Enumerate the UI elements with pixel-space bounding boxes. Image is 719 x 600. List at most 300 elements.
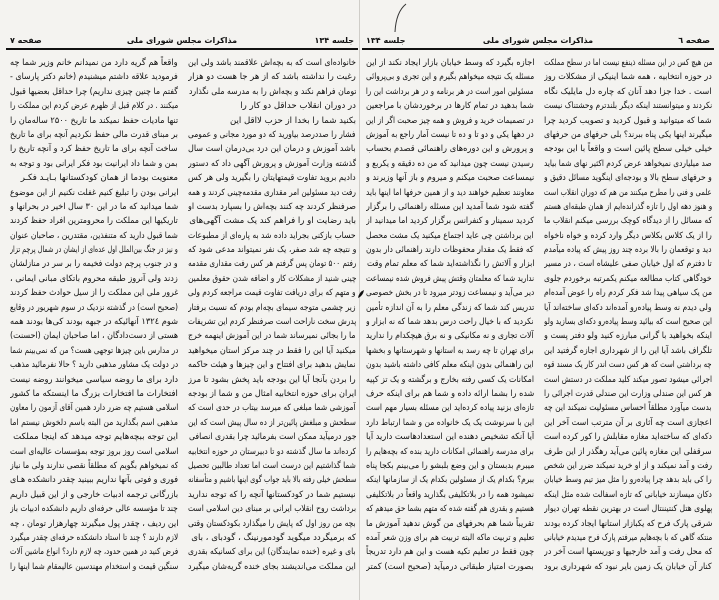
text-line — [366, 229, 534, 243]
text-line — [544, 243, 712, 257]
text-line — [188, 114, 356, 128]
text-line — [188, 243, 356, 257]
text-line — [544, 531, 712, 545]
text-line-content: و پرورش و این دوره‌های راهنمائی قصدم بحساب — [366, 144, 534, 155]
text-line-content: سرقفلی این مغازه پائین می‌آید رهگذر از این طرف — [544, 446, 712, 457]
text-line — [10, 70, 178, 84]
text-line-content: صد میلیاردی نمیخواهد عرض کردم اکثیر نهای شما بیاید — [544, 158, 712, 169]
text-line-content: ایران برای حوزه انتخابیه امثال من و شما از بودجه — [188, 388, 356, 399]
text-line — [188, 128, 356, 142]
text-line — [366, 114, 534, 128]
text-line — [10, 517, 178, 531]
running-title: مذاکرات مجلس شورای ملی — [126, 36, 238, 45]
text-line — [544, 329, 712, 343]
text-line-content: دکه‌ای که ساخته‌اید مغازه مقابلش را کور کرده است — [544, 432, 712, 443]
text-line-content: میکنید آیا این را فقط در چند مرکز استان میخواهید — [188, 345, 356, 356]
text-line — [188, 531, 356, 545]
text-line — [10, 286, 178, 300]
text-line — [366, 401, 534, 415]
text-line-content: شما بدهید در تمام کارها در برخوردشان با مراجعین — [366, 101, 534, 112]
text-line-content: سنگین قیمت و استخدام مهندسین عالیمقام شما اینها را — [10, 561, 178, 572]
text-line — [188, 401, 356, 415]
text-line-content: را از یک کلاس بکلاس دیگر وارد کرده و خواه ناخواه — [544, 230, 712, 241]
text-line — [544, 157, 712, 171]
text-line — [544, 200, 712, 214]
text-line-content: که برمیگردد میگوید گودمورنینگ ، گودبای ، بای — [191, 532, 356, 543]
text-line-content: این با سرنوشت یک یک خانواده من و شما ارتباط دارد — [366, 417, 534, 428]
text-line-content: کرده‌اند ما سال گذشته دو تا دبیرستان در حوزه انتخابیه — [188, 446, 356, 457]
text-line-content: برداشت روح انقلاب ایرانی بر مبنای دین اسلامی است — [188, 504, 356, 515]
text-line — [366, 186, 534, 200]
text-line — [10, 560, 178, 574]
text-line-content: بازرگانی ترجمه ادبیات خارجی و از این قبیل داریم — [10, 489, 178, 500]
text-line — [544, 488, 712, 502]
text-line — [10, 85, 178, 99]
ink-blot-mark — [357, 289, 365, 299]
text-line-content: چند تا مؤسسه عالی حرفه‌ای داریم دانشکده ادبیات باز — [10, 504, 178, 515]
text-line — [188, 142, 356, 156]
text-line — [10, 344, 178, 358]
text-line-content: گفتم ما چنین چیزی نداریم) چرا حداقل بعضیها قبول — [10, 86, 178, 97]
text-line-content: گفته شود شما آمدید این مسئله راهنمائی را برگزار — [366, 201, 534, 212]
text-line-content: ساخت آنچه برای ما تاریخ حفظ کرد و آنچه تاریخ را — [10, 144, 178, 155]
text-line — [544, 416, 712, 430]
text-line-content: که مسائل را از دیدگاه کوچک بررسی میکنم انقلاب ما — [544, 216, 712, 227]
text-line-content: رغبت را نداشته باشد که از هر جا هست دو هزار — [188, 72, 356, 83]
text-line — [10, 214, 178, 228]
text-line-content: هستیم و بقدری هم گفته شده که متهم بشما حق میدهم که — [366, 504, 534, 515]
text-line-content: شما گذاشتیم این درست است اما تعداد طالبین تحصیل — [188, 460, 356, 471]
text-line-content: باید رضایت او را فراهم کند یک مشت آگهی‌های — [189, 216, 356, 227]
text-line-content: برای تهران تا چه رسد به استانها و شهرستانها و بخشها — [366, 345, 534, 356]
text-line-content: و حرفهای سطح بالا و بودجه‌ای اینگوید مسائل دقیق و — [544, 173, 712, 184]
text-line-content: فشار را صددرصد بیاورید که دو مورد مجانی و عمومی — [188, 129, 356, 140]
text-line — [366, 329, 534, 343]
text-line — [366, 128, 534, 142]
text-line — [544, 114, 712, 128]
page-header — [6, 36, 358, 50]
text-column-left — [10, 56, 178, 574]
text-line — [188, 56, 356, 70]
text-line-content: کنار آن خیابان یک زمین بایر نبود که شهرداری برود — [544, 561, 712, 572]
text-line — [544, 560, 712, 574]
text-line — [366, 200, 534, 214]
text-line-content: میکنند . در کلام قبل از ظهرم عرض کردم این مملکت را — [10, 101, 178, 112]
text-line — [544, 56, 712, 70]
text-line — [188, 358, 356, 372]
text-line — [10, 171, 178, 185]
text-line-content: حساب بازکنی بجراید داده شد به پاره‌ای از مطبوعات — [188, 230, 356, 241]
text-line-content: رفتم ۵۰۰ تومان پس گرفتم هر کس رفت مقداری مقدمه — [188, 259, 356, 270]
text-line — [10, 301, 178, 315]
text-line-content: بای و غیره (خنده نمایندگان) این برای کسانیکه بقدری — [188, 547, 356, 558]
text-line-content: افتخارات ما افتخارات بزرگ ما اینستکه ما کشور — [10, 388, 178, 399]
text-line — [10, 401, 178, 415]
text-line — [188, 85, 356, 99]
text-line-content: اجازه بگیرد که وسط خیابان بازار ایجاد نکند از این — [366, 58, 534, 68]
text-line-content: ولی دیدم نه وسط پیاده‌رو آمده‌اند دکه‌ای ساخته‌اند آیا — [544, 302, 712, 313]
text-line — [10, 128, 178, 142]
text-line-content: تلگراف باشد آیا این را از شهرداری اجازه گرفتید این — [544, 345, 712, 356]
text-line-content: بمن و شما داد ایرانیت بود فکر ایرانی بود و توجه به — [10, 158, 178, 169]
text-line-content: باشد آموزش و درمان این درد بی‌درمان است سال — [188, 144, 356, 155]
text-line — [544, 373, 712, 387]
text-line-content: نکردید که با خیال راحت درس بدهد شما که نه ابزار و — [366, 317, 534, 328]
text-line-content: شما که میتوانید و قبول کردید و تصویب کردید چرا — [544, 115, 712, 126]
text-line — [544, 301, 712, 315]
text-line-content: این برداشتن چی عاید اجتماع میکنید یک مشت محصل — [366, 230, 534, 241]
text-line — [366, 560, 534, 574]
text-line — [10, 488, 178, 502]
text-line-content: که محل رفت و آمد خارجیها و توریستها است آخر در — [544, 547, 712, 558]
text-line-content: تا دفترم که اول خیابان صفی علیشاه است ، در مسیر — [544, 259, 712, 270]
text-line-content: مسئله یک نتیجه میخواهم بگیرم و این تجری و بی‌پروائی — [366, 72, 534, 83]
text-line — [188, 430, 356, 444]
text-line-content: این راهنمائی بدون اینکه معلم کافی داشته باشید بدون — [366, 360, 534, 371]
text-line — [544, 459, 712, 473]
text-line-content: در دوران انقلاب حداقل دو کار را — [240, 101, 356, 112]
text-line-content: سطحش و مبلغش پائین‌تر از ده سال پیش است که این — [188, 417, 356, 428]
text-line — [544, 128, 712, 142]
text-line — [366, 502, 534, 516]
text-line-content: تنها مادیات حفظ نمیکند ما تاریخ ۲۵۰۰ ساله‌مان را — [10, 115, 178, 126]
text-line — [544, 545, 712, 559]
text-line — [188, 171, 356, 185]
text-line-content: چه برداشتی است که هر کس دست اندر کار یک مسند قوه — [544, 360, 712, 371]
text-line-content: دید و توقعمان را بالا برده چند روز پیش که پیاده میآمدم — [544, 245, 712, 256]
text-line-content: هستی از دست‌دادگان ، اما صاحبان ایمان (احسنت) — [10, 331, 178, 342]
text-column-right — [188, 56, 356, 574]
text-line-content: زدند ولی آنروز طبقه محروم باتکای مبانی ایمانی ، — [10, 273, 178, 284]
text-line — [544, 502, 712, 516]
text-line — [366, 445, 534, 459]
text-line-content: بدست میآورد مطلقاً احساس مسئولیت نمیکند این چه — [544, 403, 712, 414]
text-line-content: ندارید شما که معلمتان وقتش پیش فروش شده نیمساعت — [366, 273, 534, 284]
text-line — [366, 257, 534, 271]
text-line-content: و متهم که برای دریافت تفاوت قیمت مراجعه کردم ولی — [188, 288, 356, 299]
text-line-content: مسئولین امور است در هر برنامه و در هر برداشت این را — [366, 86, 534, 97]
text-line — [188, 488, 356, 502]
text-line — [366, 315, 534, 329]
text-line — [10, 200, 178, 214]
text-line-content: این توجه ببچه‌هایم توجه میدهد که اینجا مملکت — [13, 432, 178, 443]
text-line — [544, 142, 712, 156]
text-line — [10, 229, 178, 243]
text-line — [188, 560, 356, 574]
text-line — [366, 56, 534, 70]
text-line — [366, 243, 534, 257]
text-line — [544, 85, 712, 99]
text-line-content: تومان فراهم نکند و بچه‌اش را به مدرسه ملی نگذارد — [188, 86, 356, 97]
text-line-content: تازه‌ای بزنید پیاده کرده‌اید این مسئله بسیار مهم است — [366, 403, 534, 414]
text-line — [188, 502, 356, 516]
page-header — [362, 36, 714, 50]
text-line-content: دکان میسازند خیابانی که تازه اسفالت شده مثل اینکه — [544, 489, 712, 500]
text-line — [10, 157, 178, 171]
text-line — [544, 473, 712, 487]
text-line-content: خودگاهی کتاب مطالعه میکنم یکمرتبه برخوردم جلوی — [544, 273, 712, 284]
text-line-content: ایرانی بودن را تبلیغ کنیم غفلت نکنیم از این موضوع — [10, 187, 178, 198]
text-line — [10, 445, 178, 459]
text-line — [10, 142, 178, 156]
text-line-content: میگیرند اینها یکی پناه ببرند؟ بلی حرفهای من حرفهای — [544, 129, 712, 140]
text-line — [366, 373, 534, 387]
text-column-left — [366, 56, 534, 574]
text-line — [10, 473, 178, 487]
text-line — [10, 358, 178, 372]
text-line — [188, 301, 356, 315]
text-line-content: ابزار و آلاتش را نگذاشته‌اید شما که معلم تمام وقت — [366, 259, 534, 270]
text-line — [366, 286, 534, 300]
text-line-content: پهلوی هتل کنتیننتال است در بهترین نقطه تهران دیوار — [544, 504, 712, 515]
text-line — [366, 430, 534, 444]
text-line — [188, 214, 356, 228]
text-line — [544, 214, 712, 228]
text-line-content: شما قبول دارید که متنفذین، مقتدرین ، صاحبان عنوان — [10, 230, 178, 241]
text-line — [366, 358, 534, 372]
text-line-content: منتکه گاهی که با بچه‌هایم میرفتم پارک فرح میدیدم خیابانی — [544, 532, 712, 543]
text-line — [10, 329, 178, 343]
text-line-content: که فقط یک مقدار محفوظات دارند راهنمائی دار بدون — [366, 245, 534, 256]
session-number: جلسه ۱۳۴ — [314, 36, 354, 45]
text-line — [366, 416, 534, 430]
text-line — [188, 473, 356, 487]
text-line — [188, 373, 356, 387]
text-line — [10, 243, 178, 257]
text-line-content: بچه من روز اول که پایش را میگذارد بکودکستان وقتی — [188, 518, 356, 529]
text-line-content: بکنید شما را بخدا از حزب لااقل این — [229, 115, 356, 126]
text-line — [188, 344, 356, 358]
text-line-content: ببرم؟ بکدام یک از مسئولین بکدام یک از سازمانها اینکه — [366, 475, 534, 486]
text-line — [544, 387, 712, 401]
text-line-content: رفت و آمد نمیکند و از او خرید نمیکند ضرر این شخص — [544, 460, 712, 471]
text-line — [188, 229, 356, 243]
text-line-content: تاریکیها این مملکت را محرومترین افراد حفظ کردند — [10, 216, 178, 227]
text-line — [366, 85, 534, 99]
text-line — [544, 358, 712, 372]
text-line-content: علمی و فنی را مطرح میکنند من هم که دوران انقلاب است — [544, 187, 712, 198]
text-line — [188, 99, 356, 113]
text-line — [188, 416, 356, 430]
text-line-content: پدرش سخت ناراحت است صرفنظر کردم این تشریفات — [188, 317, 356, 328]
text-line — [366, 171, 534, 185]
text-line-content: سطحش خیلی رفته بالا باید جواب گوی اینها باشیم و متأسفانه — [188, 475, 356, 486]
session-number: جلسه ۱۳۴ — [366, 36, 406, 45]
text-line — [10, 430, 178, 444]
right-page — [362, 0, 714, 600]
text-line — [10, 416, 178, 430]
text-line-content: خانواده‌ای است که به بچه‌اش علاقمند باشد ولی این — [188, 58, 356, 68]
text-line — [188, 517, 356, 531]
text-line — [10, 373, 178, 387]
text-line — [544, 401, 712, 415]
text-line-content: شوم ۱۳۲٤ آنهائیکه در جبهه بودند کی‌ها بودند همه — [10, 317, 178, 328]
text-line-content: نمایش بدهید برای افتتاح و این چیزها و هیئت حاکمه — [188, 360, 356, 371]
text-line — [188, 200, 356, 214]
text-line — [366, 214, 534, 228]
page-number: صفحه ۷ — [10, 36, 42, 45]
text-line-content: و هنوز دهه اول را تازه گذرانده‌ایم از همان طبقه‌ای هستم — [544, 201, 712, 212]
page-number: صفحه ٦ — [678, 36, 710, 45]
text-line-content: تعلیم و تربیت ماکه البته تربیت هم برای وزن شعر آمده — [366, 532, 534, 543]
text-line — [544, 99, 712, 113]
text-line-content: در حوزه انتخابیه ، همه شما اینیکی از مشکلات روز — [544, 72, 712, 83]
text-line-content: بصورت امتیاز طبقاتی درمیآید (صحیح است) کمتر — [366, 561, 534, 572]
text-line — [544, 257, 712, 271]
text-line-content: این ردیف ، چقدر پول میگیرند چهارهزار تومان ، چه — [10, 518, 178, 529]
text-line-content: نیمساعت صحبت میکنم و میروم و باز آنها وزیرند و — [366, 173, 534, 184]
text-line-content: غرور ملی این مملکت را از سیل حوادث حفظ کردند — [10, 288, 178, 299]
text-line — [10, 545, 178, 559]
text-line — [544, 229, 712, 243]
text-line-content: و در جنوب پرچم دولت فخیمه را بر سر در منازلشان — [10, 259, 178, 270]
text-line-content: لازم دارند ؟ چند تا استاد دانشکده حرفه‌ای چقدر میگیرد — [10, 532, 178, 543]
text-line — [544, 344, 712, 358]
text-line — [366, 473, 534, 487]
text-line-content: تقریباً شما هم بحرفهای من گوش ندهید آموزش ما — [366, 518, 534, 529]
text-line-content: (صحیح است) در گذشته نزدیک در سوم شهریور در وقایع — [10, 302, 178, 313]
text-line-content: نکردند و میتوانستند اینکه دیگر بلندترم وحشتناک نیست — [544, 101, 712, 112]
text-line-content: اعجازی است چه آثاری بر آن مترتب است آخر این — [544, 417, 712, 428]
text-line — [10, 114, 178, 128]
text-line-content: اینکه بخواهید با گرانی مبارزه کنید ولو دفتر پست و — [544, 331, 712, 342]
text-line — [10, 531, 178, 545]
text-line-content: خیلی خیلی سطح پائین است و واقعاً با این بودجه — [544, 144, 712, 155]
text-line-content: آیا آنکه تشخیص دهنده این استعدادهاست دارید آیا — [366, 432, 534, 443]
text-line-content: است . خدا جزا دهد آنان که چاره دل مایلیک نگاه — [544, 86, 712, 97]
text-line-content: آلات تجاری و نه مکانیکی و نه برق هیچکدام را ندارید — [366, 331, 534, 342]
text-line-content: گذشته وزارت آموزش و پرورش آگهی داد که دستور — [188, 158, 356, 169]
text-line — [10, 56, 178, 70]
text-line — [366, 488, 534, 502]
text-line — [366, 531, 534, 545]
text-line — [188, 545, 356, 559]
text-line-content: اسلامی است روز بروز توجه بمؤسسات عالیه‌ای است — [10, 446, 178, 457]
text-line-content: رسیدن نیست چون میدانید که من ده دقیقه و یکربع و — [366, 158, 534, 169]
text-line — [10, 272, 178, 286]
text-line-content: رفت دید مسئولین امر مقداری مقدمه‌چینی کردند و همه — [188, 187, 356, 198]
text-line-content: من هیچ کس در این مسئله ذینفع نیست اما در سطح مملکت — [544, 58, 712, 68]
text-line — [544, 286, 712, 300]
text-line-content: زیر چشمی متوجه سیمای بچه‌ام بودم که نسبت برفتار — [188, 302, 356, 313]
text-line — [10, 99, 178, 113]
text-line — [188, 257, 356, 271]
page-gutter — [359, 0, 360, 600]
text-line — [544, 315, 712, 329]
text-line — [544, 171, 712, 185]
text-line-content: و نیز در جنگ بین‌الملل اول عده‌ای از ایشان در شمال پرچم تزار — [10, 245, 178, 256]
pen-stroke-mark — [390, 2, 410, 34]
text-line-content: چون فقط در تعلیم تکیه هست و این هم دارد تدریجاً — [366, 547, 534, 558]
text-line-content: اجرائی میشود تصور میکند کلید مملکت در دستش است — [544, 374, 712, 385]
text-line-content: کردید سمینار و کنفرانس برگزار کردید اما میدانید از — [366, 216, 534, 227]
text-line-content: معاونند تعظیم خواهند دید و از همین حرفها اما اینها باید — [366, 187, 534, 198]
text-line-content: که نمیخواهم بگویم که مطلقاً نقصی ندارند ولی ما نیاز — [10, 460, 178, 471]
text-line — [188, 387, 356, 401]
text-line — [188, 186, 356, 200]
text-line — [366, 142, 534, 156]
text-line-content: این مملکت می‌اندیشند بجای خنده گریه‌شان میگیرد — [188, 561, 356, 572]
text-line — [366, 157, 534, 171]
text-line — [544, 186, 712, 200]
text-line-content: مذهبی اسم بگذارید من البته باسم دلخوش نیستم اما — [10, 417, 178, 428]
text-line-content: فرمودید علاقه داشتم میشنیدم (خانم دکتر پارسای - — [10, 72, 178, 83]
text-line-content: بر مبنای قدرت مالی حفظ نکردیم آنچه برای ما تاریخ — [10, 129, 178, 140]
text-line-content: چینی شنید از مشکلات کار و اضافه شدن حقوق معلمین — [188, 273, 356, 284]
text-line-content: جور درمیآید ممکن است بفرمائید چرا بقدری انصافی — [188, 432, 356, 443]
text-line — [544, 272, 712, 286]
text-line — [544, 70, 712, 84]
text-line-content: دیر می‌آید و نیمساعت زودتر میرود تا در بخش خصوصی — [366, 288, 534, 299]
text-line-content: در تصمیمات خرید و فروش و همه چیز صحبت اگر از این — [366, 115, 534, 126]
text-line — [366, 301, 534, 315]
text-line-content: نمیشود همه را در بلاتکلیفی بگذارید واقعاً در بلاتکلیفی — [366, 489, 534, 500]
text-line — [366, 545, 534, 559]
text-line-content: نیستیم شما در کودکستانها آنچه را که توجه ندارید — [188, 489, 356, 500]
text-line-content: شرقی پارک فرح که یکبازار استانها ایجاد کرده بودند — [544, 518, 712, 529]
text-line-content: ما را بجائی نمیرساند شما در این آموزش اینهمه خرج — [188, 331, 356, 342]
text-line-content: در مدارس باین چیزها توجهی هست؟ من که نمی‌بینم شما — [10, 345, 178, 356]
text-line — [10, 502, 178, 516]
text-line-content: در دهها یکی و دو تا و ده تا نیست آمار راجع به آموزش — [366, 129, 534, 140]
text-line-content: فوری و فوتی بآنها نداریم ببینید چقدر دانشکده هـای — [10, 475, 178, 486]
text-line — [366, 99, 534, 113]
text-line-content: را کی باید بدهد چرا پیاده‌رو را مثل میز تیم وسط خیابان — [544, 475, 712, 486]
text-line — [188, 445, 356, 459]
running-title: مذاکرات مجلس شورای ملی — [482, 36, 594, 45]
text-line — [544, 445, 712, 459]
text-line — [10, 257, 178, 271]
text-line-content: این صحیح است که بیائید وسط پیاده‌رو دکه‌ای بسازید ولو — [544, 317, 712, 328]
text-line — [366, 344, 534, 358]
text-line-content: اسلامی هستیم چه ضرر دارد همین آقای آزمون را معاون — [10, 403, 178, 414]
text-line-content: را بردن بآنجا آیا این بودجه باید پخش بشود تا مرز — [188, 374, 356, 385]
text-line-content: صرفنظر کردند چه کنند بچه‌اش را بسپارد بدست او — [188, 201, 356, 212]
text-line — [188, 70, 356, 84]
text-line-content: واقعاً هم گریه دارد من نمیدانم خانم وزیر شما چه — [10, 58, 178, 68]
text-line — [188, 286, 356, 300]
text-line — [188, 329, 356, 343]
text-line — [544, 430, 712, 444]
text-line — [366, 459, 534, 473]
text-line — [188, 459, 356, 473]
text-line-content: برای مدرسه راهنمائی امکانات دارید بنده که بچه‌هایم را — [366, 446, 534, 457]
text-line-content: شده را بشما ارائه داده و شما هم برای اینکه حرف — [366, 388, 534, 399]
text-line-content: فرض کنید در همین حدود، چه لازم دارد؟ انواع ماشین آلات — [10, 547, 178, 558]
text-line-content: شما میدانید که ما در این ۳۰ سال اخیر در بحرانها و — [10, 201, 178, 212]
text-line — [188, 272, 356, 286]
text-line — [366, 272, 534, 286]
text-line — [10, 315, 178, 329]
text-line-content: دادیم بروید تفاوت قیمتهایتان را بگیرید ولی هر کس — [188, 173, 356, 184]
text-line-content: امکانات یک کسی رفته بخارج و برگشته و یک تز کپیه — [366, 374, 534, 385]
text-line — [366, 517, 534, 531]
text-line — [366, 387, 534, 401]
text-line-content: میبرم بدبستان و این وضع بلبشو را می‌بینم بکجا پناه — [366, 460, 534, 471]
text-line-content: دارد برای ما روضه سیاسی میخوانند روضه نیست — [10, 374, 178, 385]
text-line-content: معنویت بودما از همان کودکستانها بـایـد فکـر — [20, 173, 178, 184]
text-line — [10, 459, 178, 473]
text-line-content: من یک سیاهی پیدا شد فکر کردم راه را عوض آمده‌ام — [544, 288, 712, 299]
text-line — [188, 315, 356, 329]
text-column-right — [544, 56, 712, 574]
text-line — [10, 387, 178, 401]
text-line-content: و نتیجه چه شد صفر، یک نفر نمیتواند مدعی شود که — [188, 245, 356, 256]
text-line-content: آموزشی شما مبلغی که میرسد بیتاب در حدی است که — [188, 403, 356, 414]
text-line — [10, 186, 178, 200]
text-line-content: هر کس این صندلی وزارت این صندلی قدرت اجرائی را — [544, 388, 712, 399]
left-page — [6, 0, 358, 600]
